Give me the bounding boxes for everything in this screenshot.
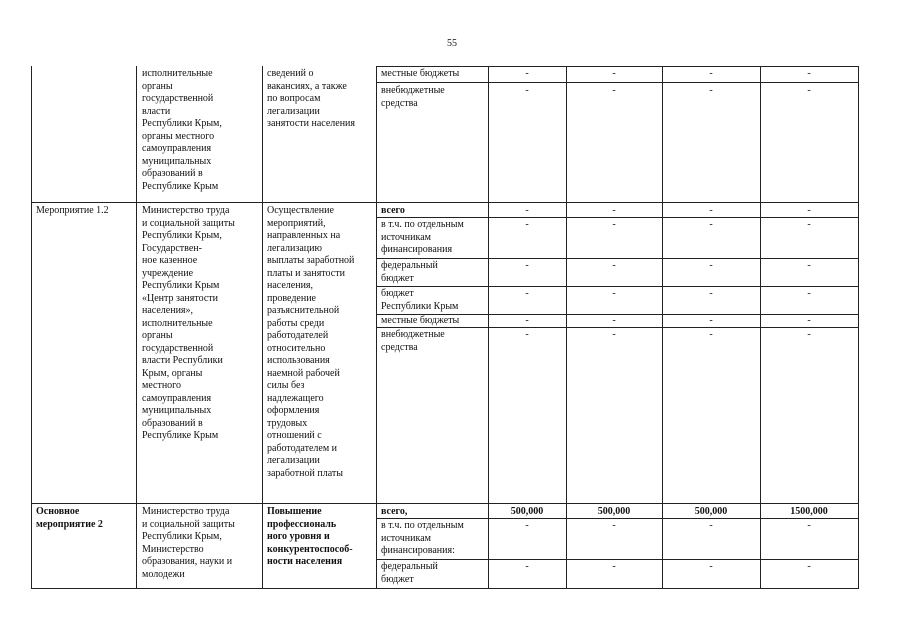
value-cell: - bbox=[525, 219, 529, 230]
value-cell: 1500,000 bbox=[790, 506, 828, 517]
row-main-2-source-by: в т.ч. по отдельным источникам финансирования: bbox=[381, 520, 464, 556]
prev-content-cell: сведений о вакансиях, а также по вопросам легализации занятости населения bbox=[267, 68, 356, 129]
value-cell: - bbox=[709, 205, 713, 216]
value-cell: - bbox=[709, 329, 713, 340]
value-cell: - bbox=[612, 205, 616, 216]
row-main-2-executor: Министерство труда и социальной защиты Республики Крым, Министерство образования, науки и молодежи bbox=[142, 506, 235, 580]
value-cell: - bbox=[709, 219, 713, 230]
value-cell: - bbox=[525, 520, 529, 531]
value-cell: 500,000 bbox=[694, 506, 728, 517]
value-cell: - bbox=[709, 520, 713, 531]
value-cell: - bbox=[612, 329, 616, 340]
row-main-2-name: Основное мероприятие 2 bbox=[36, 506, 103, 530]
value-cell: - bbox=[807, 85, 811, 96]
value-cell: - bbox=[807, 561, 811, 572]
row-main-2-source-federal: федеральный бюджет bbox=[381, 561, 438, 585]
value-cell: - bbox=[612, 219, 616, 230]
value-cell: - bbox=[612, 520, 616, 531]
value-cell: 500,000 bbox=[597, 506, 631, 517]
value-cell: - bbox=[525, 288, 529, 299]
prev-executor-cell: исполнительные органы государственной власти Республики Крым, органы местного самоуправления муниципальных образований в Республике Крым bbox=[142, 68, 222, 192]
value-cell: - bbox=[709, 260, 713, 271]
value-cell: - bbox=[807, 205, 811, 216]
row-1-2-source-republic: бюджет Республики Крым bbox=[381, 288, 459, 312]
value-cell: - bbox=[807, 219, 811, 230]
value-cell: - bbox=[807, 329, 811, 340]
row-1-2-name: Мероприятие 1.2 bbox=[36, 205, 109, 216]
value-cell: - bbox=[807, 68, 811, 79]
value-cell: - bbox=[525, 329, 529, 340]
value-cell: - bbox=[525, 561, 529, 572]
value-cell: - bbox=[709, 85, 713, 96]
value-cell: - bbox=[709, 561, 713, 572]
value-cell: - bbox=[612, 68, 616, 79]
value-cell: - bbox=[807, 260, 811, 271]
value-cell: 500,000 bbox=[510, 506, 544, 517]
value-cell: - bbox=[612, 315, 616, 326]
row-1-2-executor: Министерство труда и социальной защиты Республики Крым, Государствен- ное казенное учреждение Республики Крым «Центр занятости населения», исполнительные органы государственной власти Республики Крым, органы местного самоуправления муниципальных образований в Республике Крым bbox=[142, 205, 235, 441]
value-cell: - bbox=[807, 288, 811, 299]
value-cell: - bbox=[525, 315, 529, 326]
value-cell: - bbox=[612, 260, 616, 271]
value-cell: - bbox=[807, 520, 811, 531]
value-cell: - bbox=[525, 85, 529, 96]
row-1-2-source-total: всего bbox=[381, 205, 405, 216]
prev-source-1: внебюджетные средства bbox=[381, 85, 445, 109]
value-cell: - bbox=[612, 561, 616, 572]
value-cell: - bbox=[709, 315, 713, 326]
row-1-2-source-by: в т.ч. по отдельным источникам финансирования bbox=[381, 219, 464, 255]
row-1-2-source-extra: внебюджетные средства bbox=[381, 329, 445, 353]
prev-source-0: местные бюджеты bbox=[381, 68, 460, 79]
row-1-2-source-local: местные бюджеты bbox=[381, 315, 460, 326]
page-number: 55 bbox=[447, 38, 457, 49]
row-1-2-source-federal: федеральный бюджет bbox=[381, 260, 438, 284]
value-cell: - bbox=[525, 260, 529, 271]
value-cell: - bbox=[612, 288, 616, 299]
value-cell: - bbox=[807, 315, 811, 326]
row-1-2-content: Осуществление мероприятий, направленных на легализацию выплаты заработной платы и занятости населения, проведение разъяснительной работы среди работодателей относительно использования наемной рабочей силы без надлежащего оформления трудовых отношений с работодателем и легализации заработной платы bbox=[267, 205, 355, 479]
value-cell: - bbox=[709, 288, 713, 299]
value-cell: - bbox=[525, 205, 529, 216]
value-cell: - bbox=[709, 68, 713, 79]
value-cell: - bbox=[612, 85, 616, 96]
value-cell: - bbox=[525, 68, 529, 79]
row-main-2-content: Повышение профессиональ ного уровня и конкурентоспособ- ности населения bbox=[267, 506, 353, 567]
row-main-2-source-total: всего, bbox=[381, 506, 408, 517]
